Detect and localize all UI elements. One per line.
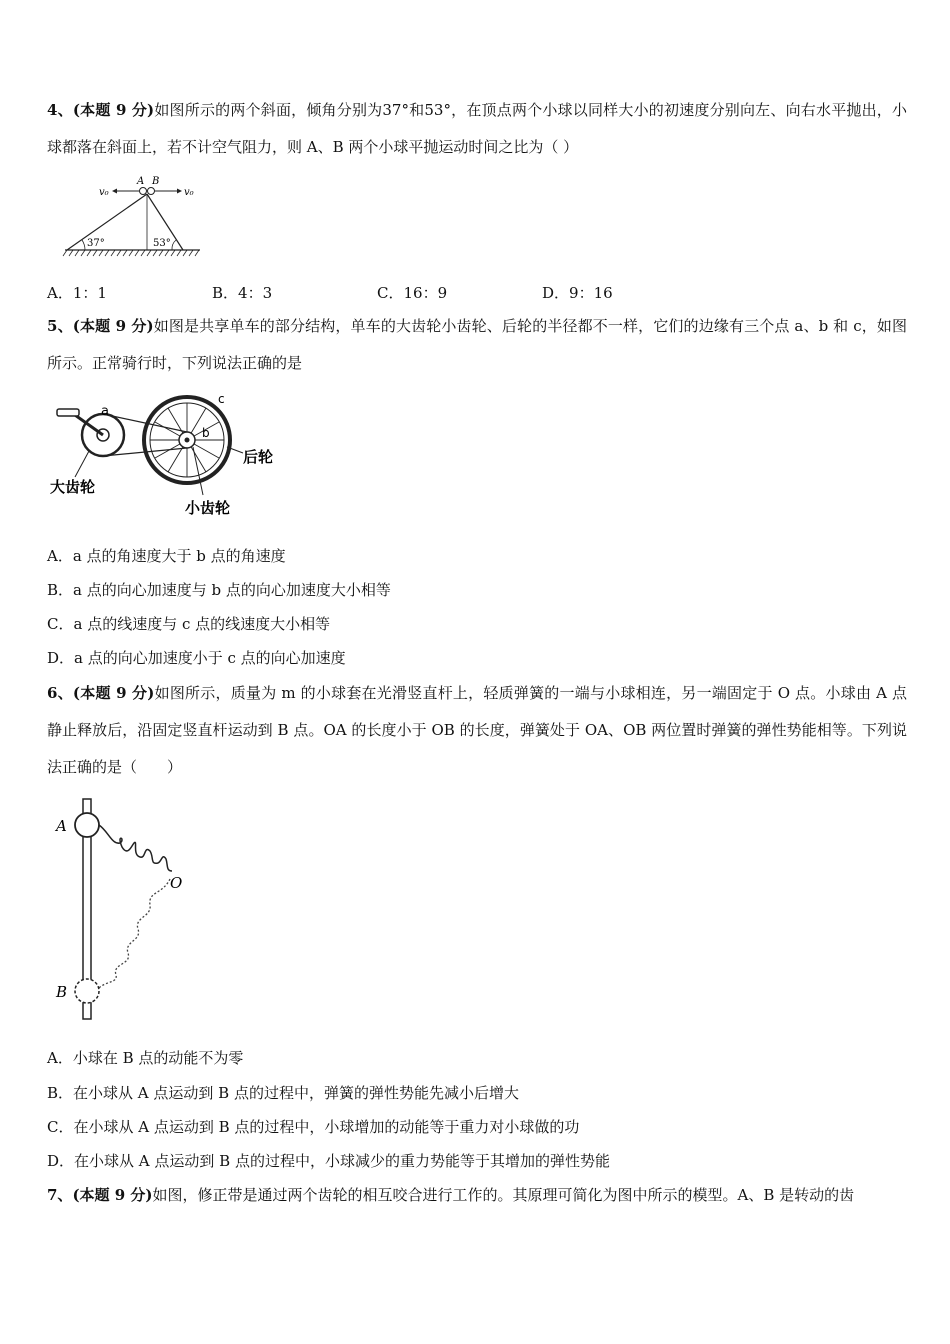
label-b: B — [56, 983, 68, 1001]
point-b-label: b — [202, 426, 210, 440]
q6-text: 如图所示，质量为 m 的小球套在光滑竖直杆上，轻质弹簧的一端与小球相连，另一端固定于 O 点。小球由 A 点静止释放后，沿固定竖直杆运动到 B 点。OA 的长度小于 OB 的长度，弹簧处于 OA、OB 两位置时弹簧的弹性势能相等。下列说法正确的是（ ） — [47, 684, 908, 776]
angle-37-label: 37° — [87, 238, 105, 249]
q4-option-a[interactable]: A．1：1 — [47, 284, 107, 302]
question-5 — [47, 308, 907, 382]
q4-number: 4、 — [47, 101, 73, 119]
q5-option-b[interactable]: B．a 点的向心加速度与 b 点的向心加速度大小相等 — [47, 581, 391, 599]
q4-option-c[interactable]: C．16：9 — [377, 284, 448, 302]
q7-number: 7、 — [47, 1186, 73, 1204]
q5-option-c[interactable]: C．a 点的线速度与 c 点的线速度大小相等 — [47, 615, 331, 633]
q6-option-d[interactable]: D．在小球从 A 点运动到 B 点的过程中，小球减少的重力势能等于其增加的弹性势能 — [47, 1152, 610, 1170]
label-a: A — [56, 817, 67, 835]
label-v0-right: v₀ — [184, 187, 194, 198]
q4-score: (本题 9 分) — [72, 101, 155, 119]
question-7 — [47, 1177, 907, 1214]
label-o: O — [170, 874, 183, 892]
q6-option-b[interactable]: B．在小球从 A 点运动到 B 点的过程中，弹簧的弹性势能先减小后增大 — [47, 1084, 519, 1102]
big-gear-label: 大齿轮 — [50, 478, 96, 496]
q7-score: (本题 9 分) — [72, 1186, 153, 1204]
spring-rod-figure — [50, 795, 200, 1027]
q6-option-a[interactable]: A．小球在 B 点的动能不为零 — [47, 1049, 244, 1067]
question-4 — [47, 92, 907, 166]
angle-53-label: 53° — [153, 238, 171, 249]
small-gear-label: 小齿轮 — [185, 499, 231, 517]
q4-options — [47, 276, 907, 310]
point-a-label: a — [101, 404, 109, 419]
point-c-label: c — [218, 392, 225, 406]
q6-number: 6、 — [47, 684, 73, 702]
q4-option-d[interactable]: D．9：16 — [542, 284, 613, 302]
label-v0-left: v₀ — [99, 187, 109, 198]
q5-option-a[interactable]: A．a 点的角速度大于 b 点的角速度 — [47, 547, 286, 565]
q5-text: 如图是共享单车的部分结构，单车的大齿轮小齿轮、后轮的半径都不一样，它们的边缘有三个点 a、b 和 c，如图所示。正常骑行时，下列说法正确的是 — [47, 317, 908, 372]
q5-score: (本题 9 分) — [72, 317, 154, 335]
bicycle-figure — [45, 385, 285, 520]
q7-text: 如图，修正带是通过两个齿轮的相互咬合进行工作的。其原理可简化为图中所示的模型。A、B 是转动的齿 — [152, 1186, 855, 1204]
q6-score: (本题 9 分) — [72, 684, 155, 702]
q4-option-b[interactable]: B．4：3 — [212, 284, 273, 302]
label-b: B — [152, 176, 160, 187]
q5-option-d[interactable]: D．a 点的向心加速度小于 c 点的向心加速度 — [47, 649, 346, 667]
q5-number: 5、 — [47, 317, 73, 335]
label-a: A — [137, 176, 145, 187]
q6-option-c[interactable]: C．在小球从 A 点运动到 B 点的过程中，小球增加的动能等于重力对小球做的功 — [47, 1118, 580, 1136]
question-6 — [47, 675, 907, 786]
rear-wheel-label: 后轮 — [243, 448, 274, 466]
q4-text: 如图所示的两个斜面，倾角分别为37°和53°，在顶点两个小球以同样大小的初速度分别向左、向右水平抛出，小球都落在斜面上，若不计空气阻力，则 A、B 两个小球平抛运动时间之比为（ ） — [47, 101, 908, 156]
incline-figure — [55, 172, 205, 258]
